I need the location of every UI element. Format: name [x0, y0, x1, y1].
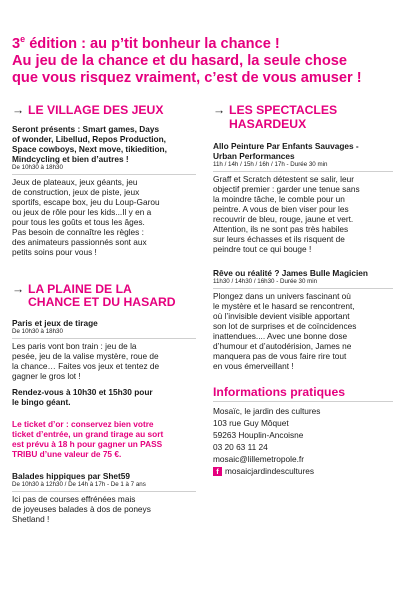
left-column [12, 104, 196, 524]
venue-phone: 03 20 63 11 24 [213, 442, 268, 452]
venue-email[interactable]: mosaic@lillemetropole.fr [213, 454, 304, 464]
arrow-right-icon: → [213, 103, 226, 117]
show2-title: Rêve ou réalité ? James Bulle Magicien [213, 268, 368, 278]
show2-time: 11h30 / 14h30 / 16h30 - Durée 30 min [213, 278, 318, 285]
plaine-body: Les paris vont bon train : jeu de la pesée, jeu de la valise mystère, roue de la chance… Faites vos jeux et tentez de gagner le gros lot ! [12, 340, 160, 381]
divider [12, 338, 196, 339]
plaine-title: → LA PLAINE DE LA CHANCE ET DU HASARD [12, 281, 176, 309]
info-block [213, 405, 393, 477]
arrow-right-icon: → [12, 103, 25, 117]
village-title: → LE VILLAGE DES JEUX [12, 103, 164, 117]
balades-body: Ici pas de courses effrénées mais de joyeuses balades à dos de poneys Shetland ! [12, 493, 151, 524]
venue-city: 59263 Houplin-Ancoisne [213, 430, 304, 440]
balades-time: De 10h30 à 12h30 / De 14h à 17h - De 1 à 7 ans [12, 480, 146, 488]
plaine-time: De 10h30 à 18h30 [12, 327, 63, 335]
divider [213, 288, 393, 289]
page-header [12, 36, 392, 87]
divider [12, 491, 196, 492]
balades-title: Balades hippiques par Shet59 [12, 470, 131, 481]
show1-title: Allo Peinture Par Enfants Sauvages - Urban Performances [213, 141, 359, 161]
divider [213, 171, 393, 172]
divider [12, 174, 196, 175]
village-intro: Seront présents : Smart games, Days of wonder, Libellud, Repos Production, Space cowboys, Next move, tikiedition, Mindcycling et bien d’autres ! [12, 123, 167, 164]
header-line-2: Au jeu de la chance et du hasard, la seule chose [12, 53, 347, 69]
village-time: De 10h30 à 18h30 [12, 163, 63, 171]
spectacles-title: → LES SPECTACLES HASARDEUX [213, 103, 338, 131]
village-body: Jeux de plateaux, jeux géants, jeu de construction, jeux de piste, jeux sportifs, escape box, jeu du Loup-Garou ou jeux de rôle pour les kids...Il y en a pour tous les goûts et tous les âges. Pas besoin de connaître les règles : des animateurs passionnés sont aux petits soins pour vous ! [12, 176, 160, 257]
info-title: Informations pratiques [213, 385, 346, 399]
ticket-dor-notice: Le ticket d’or : conservez bien votre ticket d’entrée, un grand tirage au sort est prévu à 18 h pour gagner un PASS TRIBU d’une valeur de 75 €. [12, 418, 164, 459]
facebook-link[interactable]: f mosaicjardindescultures [213, 465, 393, 477]
right-column [213, 104, 393, 477]
show1-time: 11h / 14h / 15h / 16h / 17h - Durée 30 min [213, 161, 328, 168]
arrow-right-icon: → [12, 281, 25, 296]
header-line-1: 3e édition : au p’tit bonheur la chance ! [12, 34, 280, 52]
venue-street: 103 rue Guy Môquet [213, 418, 289, 428]
header-line-3: que vous risquez vraiment, c’est de vous amuser ! [12, 70, 362, 86]
show2-body: Plongez dans un univers fascinant où le mystère et le hasard se rencontrent, où l’invisible devient visible apportant son lot de surprises et de coïncidences inattendues.... Avec une bonne dose d’humour et d’autodérision, James ne manquera pas de vous faire rire tout en vous émerveillant ! [213, 291, 357, 371]
divider [213, 401, 393, 402]
plaine-rdv: Rendez-vous à 10h30 et 15h30 pour le bingo géant. [12, 386, 153, 407]
venue-name: Mosaïc, le jardin des cultures [213, 406, 321, 416]
plaine-subtitle: Paris et jeux de tirage [12, 317, 98, 328]
show1-body: Graff et Scratch détestent se salir, leur objectif premier : garder une tenue sans la moindre tâche, le comble pour un peintre. A vous de bien viser pour les recouvrir de bleu, rouge, jaune et vert. Attention, ils ne sont pas très habiles sur leurs échasses et ils risquent de peindre tout ce qui bouge ! [213, 174, 360, 254]
facebook-icon: f [213, 467, 222, 476]
